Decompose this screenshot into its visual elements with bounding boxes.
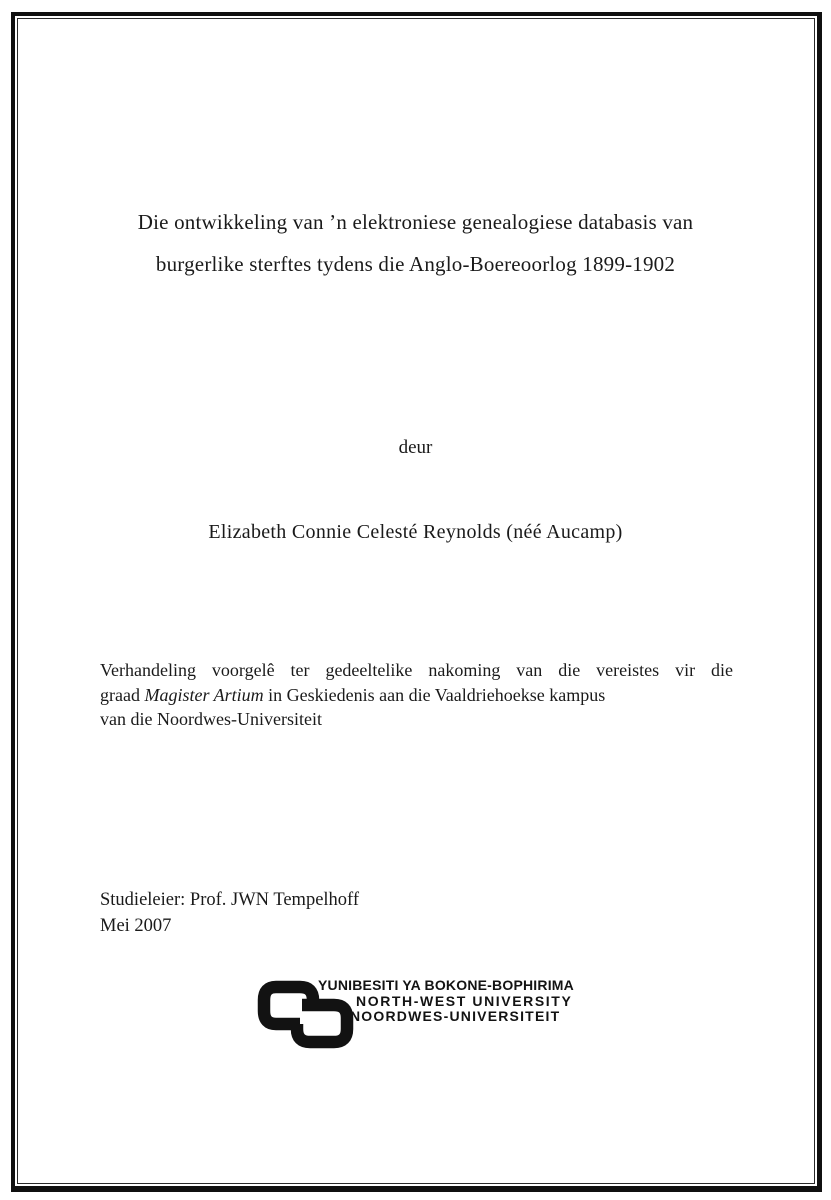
logo-text-english: NORTH-WEST UNIVERSITY: [356, 993, 573, 1009]
logo-text-setswana: YUNIBESITI YA BOKONE-BOPHIRIMA: [318, 977, 574, 993]
submission-statement: [100, 658, 733, 732]
byline-label: deur: [398, 437, 433, 458]
submission-line2-pre: graad: [100, 684, 145, 705]
thesis-title: [60, 201, 771, 285]
date-line: Mei 2007: [100, 915, 172, 936]
thesis-title-line2: burgerlike sterftes tydens die Anglo-Boereoorlog 1899-1902: [155, 252, 676, 276]
credits-block: [100, 888, 359, 939]
degree-name: Magister Artium: [144, 684, 264, 705]
submission-line2-post: in Geskiedenis aan die Vaaldriehoekse kampus: [263, 684, 606, 705]
author-name: Elizabeth Connie Celesté Reynolds (néé Aucamp): [208, 521, 623, 543]
thesis-title-line1: Die ontwikkeling van ’n elektroniese genealogiese databasis van: [137, 210, 694, 234]
supervisor-line: Studieleier: Prof. JWN Tempelhoff: [100, 890, 360, 910]
submission-line1: Verhandeling voorgelê ter gedeeltelike nakoming van die vereistes vir die: [100, 660, 733, 680]
logo-text-afrikaans: NOORDWES-UNIVERSITEIT: [350, 1008, 561, 1024]
submission-line3: van die Noordwes-Universiteit: [100, 709, 322, 729]
submission-line2: [100, 683, 733, 708]
